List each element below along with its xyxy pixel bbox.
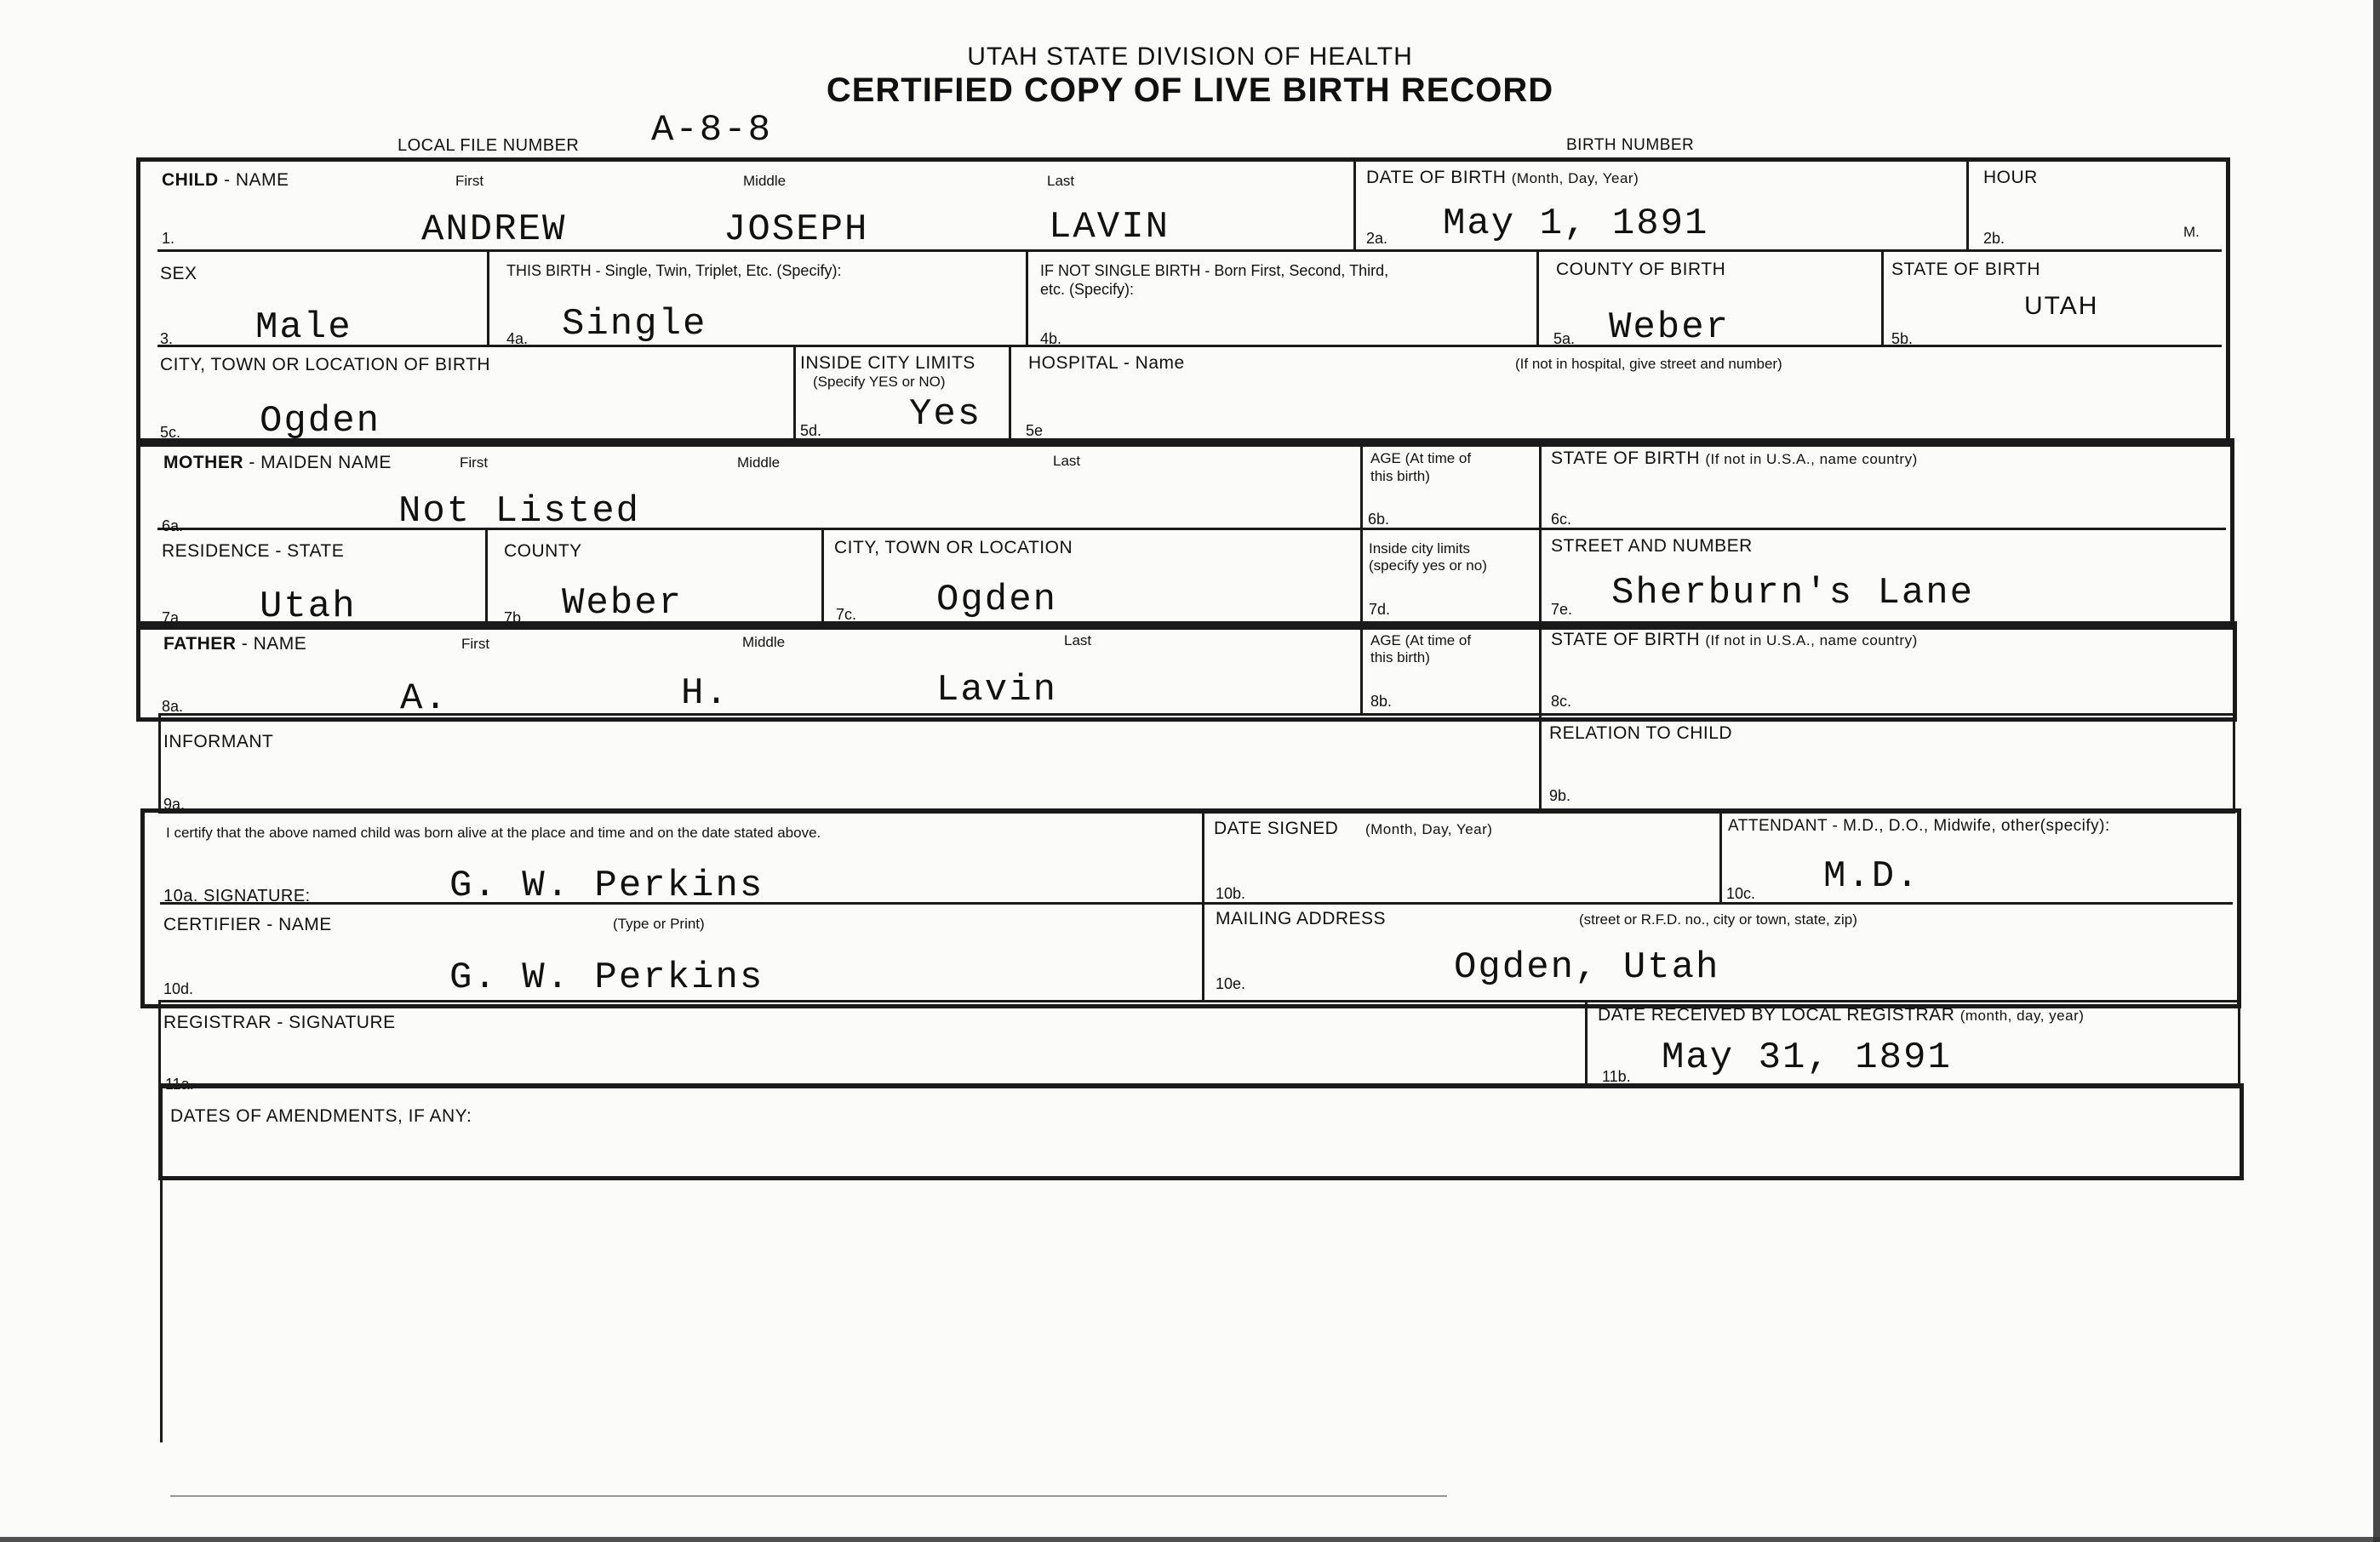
state-of-birth-label: STATE OF BIRTH xyxy=(1891,260,2041,279)
father-label: FATHER - NAME xyxy=(163,634,307,654)
certifier-name-label: CERTIFIER - NAME xyxy=(163,915,332,934)
divider xyxy=(793,345,796,438)
inside-limits-hint: (Specify YES or NO) xyxy=(813,374,946,390)
divider xyxy=(1360,441,1363,621)
informant-box xyxy=(158,713,2235,814)
first-label: First xyxy=(461,636,490,652)
field-number: 7a. xyxy=(162,609,184,626)
residence-inside-label: Inside city limits xyxy=(1369,540,1471,557)
mailing-value: Ogden, Utah xyxy=(1454,946,1720,989)
residence-city-value: Ogden xyxy=(936,579,1058,621)
middle-label: Middle xyxy=(742,634,786,650)
divider xyxy=(1360,624,1363,713)
certifier-signature: G. W. Perkins xyxy=(449,865,764,907)
mailing-label: MAILING ADDRESS xyxy=(1216,909,1387,928)
field-number: 10b. xyxy=(1216,885,1246,902)
not-single-label: IF NOT SINGLE BIRTH - Born First, Second, Third, xyxy=(1040,262,1389,279)
mailing-hint: (street or R.F.D. no., city or town, state, zip) xyxy=(1579,911,1857,928)
header-agency: UTAH STATE DIVISION OF HEALTH xyxy=(967,43,1413,71)
field-number: 5c. xyxy=(160,424,181,441)
field-number: 7c. xyxy=(836,606,857,623)
field-number: 10c. xyxy=(1726,885,1756,902)
father-last: Lavin xyxy=(936,669,1058,711)
field-number: 10d. xyxy=(163,980,194,997)
field-number: 5b. xyxy=(1891,330,1914,347)
divider xyxy=(1536,249,1539,345)
field-number: 5a. xyxy=(1553,330,1576,347)
last-label: Last xyxy=(1053,453,1081,469)
field-number: 2a. xyxy=(1366,230,1388,247)
divider xyxy=(1539,713,1542,808)
birth-number-label: BIRTH NUMBER xyxy=(1566,136,1695,154)
amendments-label: DATES OF AMENDMENTS, IF ANY: xyxy=(170,1106,472,1126)
city-of-birth-value: Ogden xyxy=(260,400,381,443)
left-border-line xyxy=(160,1172,163,1442)
scan-bottom-edge xyxy=(0,1537,2380,1542)
hospital-label: HOSPITAL - Name xyxy=(1028,353,1185,373)
dob-label: DATE OF BIRTH (Month, Day, Year) xyxy=(1366,168,1639,187)
county-of-birth-value: Weber xyxy=(1609,306,1731,349)
residence-state-value: Utah xyxy=(260,585,357,628)
scan-right-edge xyxy=(2373,0,2380,1542)
child-first-name: ANDREW xyxy=(421,208,567,251)
father-age-label-2: this birth) xyxy=(1370,649,1430,665)
informant-label: INFORMANT xyxy=(163,732,274,751)
sex-value: Male xyxy=(255,306,352,349)
residence-county-value: Weber xyxy=(562,582,684,625)
certifier-name-hint: (Type or Print) xyxy=(613,916,705,932)
residence-city-label: CITY, TOWN OR LOCATION xyxy=(834,538,1073,557)
field-number: 11b. xyxy=(1602,1068,1631,1085)
first-label: First xyxy=(455,173,484,189)
divider xyxy=(1719,811,1722,902)
not-single-label-2: etc. (Specify): xyxy=(1040,281,1135,298)
field-number: 7b. xyxy=(504,609,526,626)
hour-label: HOUR xyxy=(1983,168,2038,187)
last-label: Last xyxy=(1047,173,1075,189)
received-value: May 31, 1891 xyxy=(1662,1037,1952,1079)
field-number: 8a. xyxy=(162,698,184,715)
divider xyxy=(1026,249,1028,345)
divider xyxy=(1881,249,1884,345)
divider xyxy=(487,249,489,345)
field-number: 11a. xyxy=(165,1076,194,1093)
hour-suffix: M. xyxy=(2183,224,2200,240)
field-number: 4b. xyxy=(1040,330,1062,347)
child-last-name: LAVIN xyxy=(1049,206,1170,248)
field-number: 6c. xyxy=(1551,511,1572,528)
middle-label: Middle xyxy=(743,173,787,189)
field-number: 3. xyxy=(160,330,174,347)
divider xyxy=(1353,160,1356,249)
signature-label: 10a. SIGNATURE: xyxy=(163,887,311,905)
father-state-label: STATE OF BIRTH (If not in U.S.A., name country) xyxy=(1551,630,1918,649)
field-number: 8b. xyxy=(1370,693,1393,710)
field-number: 10e. xyxy=(1216,975,1246,992)
divider xyxy=(1966,160,1969,249)
residence-inside-label-2: (specify yes or no) xyxy=(1369,557,1487,574)
child-middle-name: JOSEPH xyxy=(724,208,869,251)
field-number: 8c. xyxy=(1551,693,1572,710)
attendant-label: ATTENDANT - M.D., D.O., Midwife, other(specify): xyxy=(1728,817,2110,835)
middle-label: Middle xyxy=(737,454,781,471)
field-number: 6b. xyxy=(1368,511,1390,528)
this-birth-label: THIS BIRTH - Single, Twin, Triplet, Etc. (Specify): xyxy=(506,262,842,279)
last-label: Last xyxy=(1064,632,1092,648)
this-birth-value: Single xyxy=(562,303,707,346)
father-section-box xyxy=(136,621,2237,722)
sex-label: SEX xyxy=(160,264,197,283)
registrar-label: REGISTRAR - SIGNATURE xyxy=(163,1013,396,1032)
father-middle: H. xyxy=(681,672,729,715)
mother-label: MOTHER - MAIDEN NAME xyxy=(163,453,392,472)
certifier-name: G. W. Perkins xyxy=(449,957,764,999)
father-first: A. xyxy=(400,677,449,720)
field-number: 2b. xyxy=(1983,230,2005,247)
first-label: First xyxy=(460,454,489,471)
city-of-birth-label: CITY, TOWN OR LOCATION OF BIRTH xyxy=(160,355,491,374)
residence-state-label: RESIDENCE - STATE xyxy=(162,541,345,561)
header-title: CERTIFIED COPY OF LIVE BIRTH RECORD xyxy=(826,71,1554,109)
county-of-birth-label: COUNTY OF BIRTH xyxy=(1556,260,1726,279)
attendant-value: M.D. xyxy=(1823,855,1920,898)
field-number: 6a. xyxy=(162,517,184,534)
relation-label: RELATION TO CHILD xyxy=(1549,723,1733,743)
father-age-label: AGE (At time of xyxy=(1370,632,1472,648)
divider xyxy=(821,528,824,621)
bottom-edge-line xyxy=(170,1495,1447,1497)
residence-county-label: COUNTY xyxy=(504,541,582,561)
inside-limits-label: INSIDE CITY LIMITS xyxy=(800,353,975,373)
field-number: 5d. xyxy=(800,422,822,439)
amendments-box xyxy=(158,1083,2244,1180)
state-of-birth-value: UTAH xyxy=(2024,292,2099,320)
inside-limits-value: Yes xyxy=(909,393,982,436)
child-section-box xyxy=(136,157,2230,447)
hospital-hint: (If not in hospital, give street and number) xyxy=(1515,356,1782,372)
field-number: 7d. xyxy=(1369,601,1391,618)
field-number: 9a. xyxy=(163,796,186,813)
mother-state-label: STATE OF BIRTH (If not in U.S.A., name country) xyxy=(1551,448,1918,468)
local-file-value: A-8-8 xyxy=(651,109,773,151)
street-value: Sherburn's Lane xyxy=(1611,572,1975,614)
field-number: 1. xyxy=(162,230,175,247)
local-file-label: LOCAL FILE NUMBER xyxy=(398,136,580,155)
field-number: 7e. xyxy=(1551,601,1573,618)
date-signed-label: DATE SIGNED (Month, Day, Year) xyxy=(1214,819,1493,838)
street-label: STREET AND NUMBER xyxy=(1551,536,1753,556)
divider xyxy=(1009,345,1011,438)
field-number: 9b. xyxy=(1549,787,1571,804)
divider xyxy=(1585,1000,1588,1083)
divider xyxy=(1202,811,1204,1000)
received-label: DATE RECEIVED BY LOCAL REGISTRAR (month, day, year) xyxy=(1598,1005,2085,1025)
mother-name: Not Listed xyxy=(398,490,641,533)
divider xyxy=(485,528,488,621)
field-number: 4a. xyxy=(506,330,529,347)
mother-age-label-2: this birth) xyxy=(1370,468,1430,484)
date-of-birth: May 1, 1891 xyxy=(1443,203,1709,245)
field-number: 5e xyxy=(1026,422,1044,439)
mother-age-label: AGE (At time of xyxy=(1370,450,1472,466)
child-label: CHILD - NAME xyxy=(162,170,289,190)
divider xyxy=(1539,441,1542,621)
divider xyxy=(1539,624,1542,713)
certification-statement: I certify that the above named child was born alive at the place and time and on the date stated above. xyxy=(166,825,821,841)
